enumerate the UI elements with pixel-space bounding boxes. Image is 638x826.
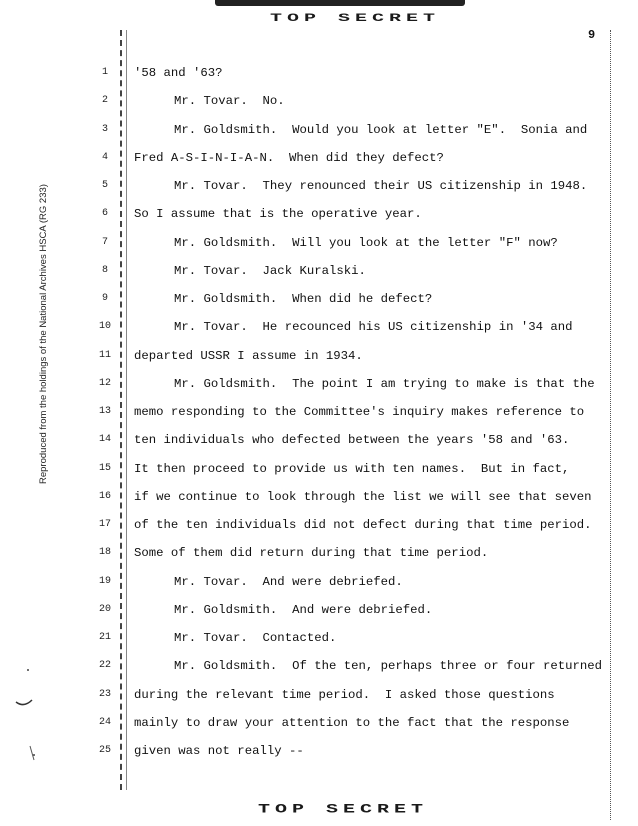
line-number: 17	[98, 519, 111, 530]
transcript-line: of the ten individuals did not defect during that time period.	[134, 518, 592, 532]
transcript-line: Fred A-S-I-N-I-A-N. When did they defect?	[134, 150, 444, 165]
transcript-line: Mr. Goldsmith. Of the ten, perhaps three or four returned	[174, 659, 603, 674]
line-number: 21	[98, 632, 111, 643]
line-number: 20	[98, 603, 111, 615]
transcript-line: Mr. Tovar. They renounced their US citizenship in 1948.	[174, 179, 588, 193]
page-number: 9	[588, 28, 596, 42]
line-number: 25	[98, 745, 111, 756]
transcript-line: Mr. Tovar. And were debriefed.	[174, 574, 403, 589]
transcript-line: Mr. Tovar. Jack Kuralski.	[174, 263, 366, 278]
line-number: 16	[98, 490, 111, 502]
classification-stamp-top: TOP SECRET	[270, 12, 441, 25]
line-number: 9	[101, 293, 108, 304]
line-number: 19	[98, 575, 111, 587]
transcript-line: Mr. Tovar. He recounced his US citizenship in '34 and	[174, 320, 573, 335]
transcript-line: Mr. Tovar. No.	[174, 94, 285, 109]
classification-stamp-bottom: TOP SECRET	[258, 802, 429, 817]
archive-caption: Reproduced from the holdings of the National Archives HSCA (RG 233)	[38, 184, 49, 484]
line-number: 13	[98, 406, 111, 417]
transcript-line: mainly to draw your attention to the fact that the response	[134, 715, 570, 730]
line-number: 22	[98, 660, 111, 672]
transcript-line: Mr. Tovar. Contacted.	[174, 631, 337, 645]
line-number: 8	[101, 264, 108, 276]
transcript-line: if we continue to look through the list we will see that seven	[134, 489, 592, 504]
transcript-line: given was not really --	[134, 744, 304, 758]
margin-rule-inner	[126, 30, 127, 790]
line-number: 1	[101, 67, 108, 78]
scan-marks	[10, 650, 40, 770]
transcript-line: ten individuals who defected between the years '58 and '63.	[134, 433, 570, 448]
margin-rule-left	[120, 30, 122, 790]
transcript-line: It then proceed to provide us with ten names. But in fact,	[134, 461, 570, 476]
line-number: 5	[101, 180, 108, 191]
transcript-line: departed USSR I assume in 1934.	[134, 348, 363, 363]
transcript-line: Mr. Goldsmith. Would you look at letter "E". Sonia and	[174, 122, 588, 137]
line-number: 7	[101, 236, 108, 248]
transcript-line: during the relevant time period. I asked those questions	[134, 687, 555, 702]
line-number: 6	[101, 208, 108, 220]
line-number: 14	[98, 434, 111, 446]
transcript-line: Mr. Goldsmith. And were debriefed.	[174, 602, 433, 617]
transcript-line: Mr. Goldsmith. When did he defect?	[174, 292, 433, 306]
line-number: 12	[98, 377, 111, 389]
line-number: 4	[101, 151, 108, 163]
margin-rule-right	[610, 30, 611, 820]
line-number: 10	[98, 321, 111, 333]
line-number: 2	[101, 95, 108, 107]
line-number: 15	[98, 462, 111, 474]
transcript-line: '58 and '63?	[134, 66, 223, 80]
transcript-line: Mr. Goldsmith. Will you look at the letter "F" now?	[174, 235, 558, 250]
transcript-line: memo responding to the Committee's inquiry makes reference to	[134, 405, 585, 419]
line-number: 18	[98, 547, 111, 559]
line-number: 11	[98, 349, 111, 361]
transcript-line: So I assume that is the operative year.	[134, 207, 422, 222]
line-number: 3	[101, 123, 108, 135]
line-number: 23	[98, 688, 111, 700]
transcript-line: Some of them did return during that time period.	[134, 546, 489, 561]
transcript-line: Mr. Goldsmith. The point I am trying to make is that the	[174, 376, 595, 391]
line-number: 24	[98, 716, 111, 728]
scan-edge-bar	[215, 0, 465, 6]
